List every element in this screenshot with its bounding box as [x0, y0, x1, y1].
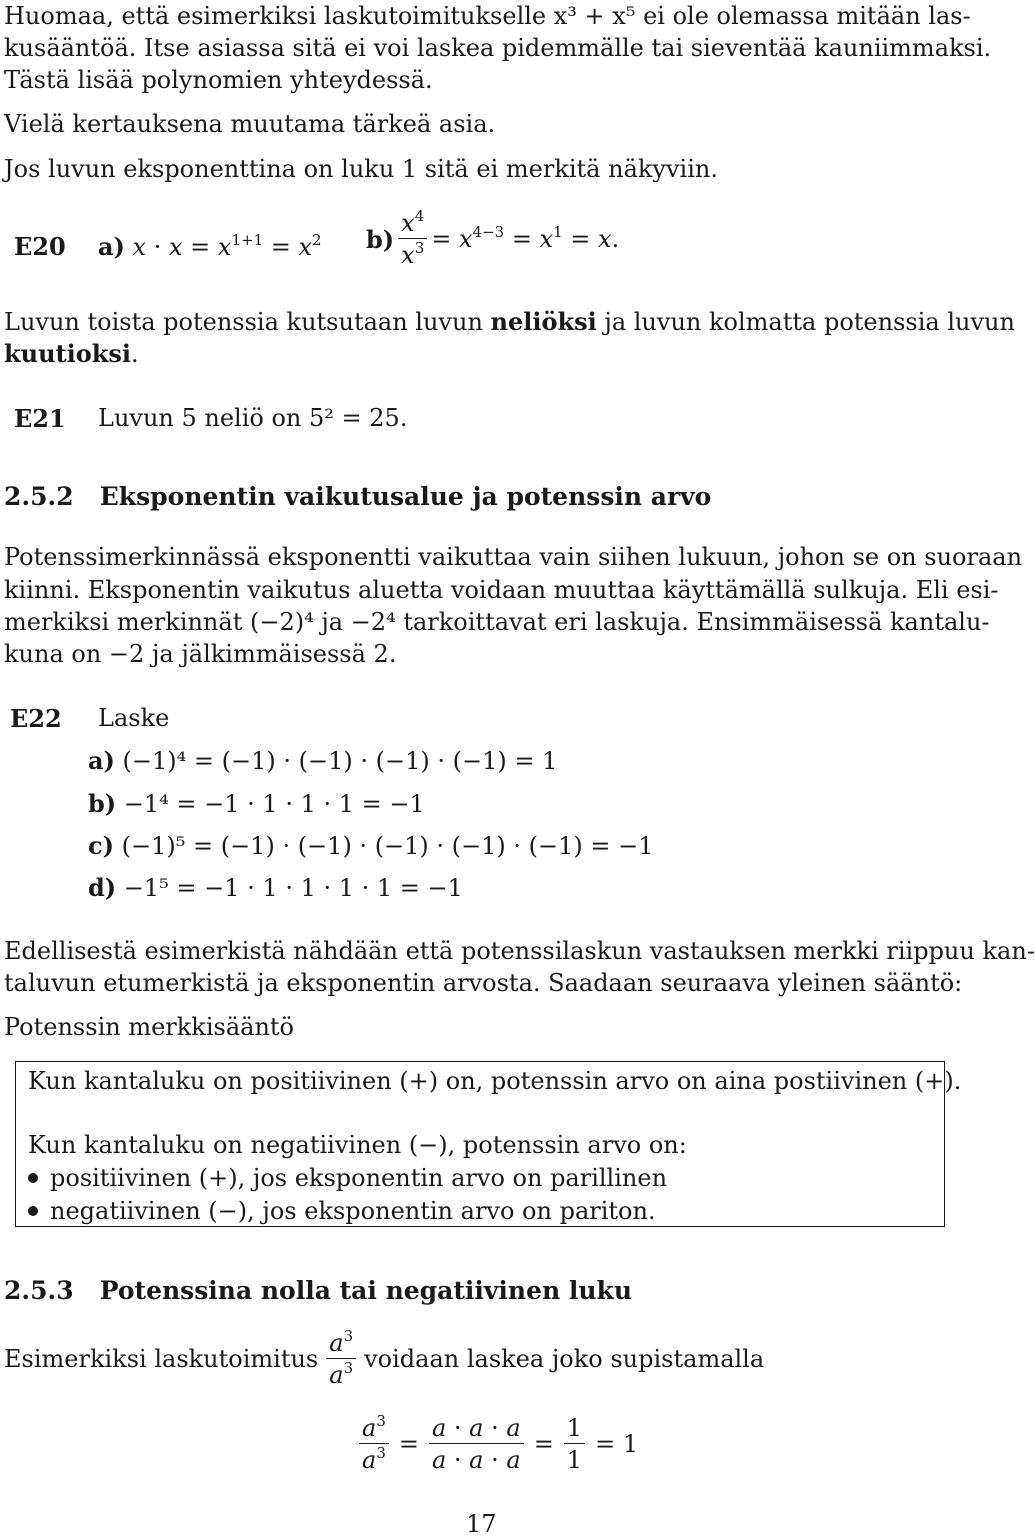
intro-line-4: Vielä kertauksena muutama tärkeä asia.: [4, 110, 496, 138]
section-253-heading: [4, 1276, 632, 1305]
rule-negative-intro: Kun kantaluku on negatiivinen (−), potenssin arvo on:: [28, 1131, 687, 1159]
para-252-line-2: kiinni. Eksponentin vaikutus aluetta voidaan muuttaa käyttämällä sulkuja. Eli esi-: [4, 576, 999, 604]
bullet-icon: [28, 1173, 38, 1183]
e20-label: E20: [14, 232, 66, 261]
e20-part-b-label: b): [366, 224, 395, 254]
para-253-before: Esimerkiksi laskutoimitus: [4, 1345, 319, 1374]
e20-part-b-expr: = $x^{4-3} = x^1 = x$.: [431, 223, 620, 254]
e20-part-b: [366, 207, 620, 270]
rule-title: Potenssin merkkisääntö: [4, 1013, 295, 1041]
section-252-number: 2.5.2: [4, 482, 74, 511]
para-252-line-3: merkiksi merkinnät (−2)⁴ ja −2⁴ tarkoittavat eri laskuja. Ensimmäisessä kantalu-: [4, 608, 990, 636]
para-253: [4, 1327, 765, 1390]
term-nelio: neliöksi: [490, 307, 597, 336]
conclusion-line-2: taluvun etumerkistä ja eksponentin arvosta. Saadaan seuraava yleinen sääntö:: [4, 969, 963, 997]
e20-fraction: $\frac{x^4}{x^3}$: [398, 210, 427, 269]
rule-bullet-2: negatiivinen (−), jos eksponentin arvo on pariton.: [28, 1197, 656, 1225]
bullet-icon: [28, 1206, 38, 1216]
para-253-fraction: $\frac{a^3}{a^3}$: [326, 1330, 356, 1389]
e22-item-d: d) −1⁵ = −1 · 1 · 1 · 1 · 1 = −1: [88, 873, 463, 902]
e20-part-a-expr: $x \cdot x = x^{1+1} = x^2$: [132, 231, 322, 261]
intro-line-3: Tästä lisää polynomien yhteydessä.: [4, 66, 433, 94]
term-kuutio: kuutioksi: [4, 339, 131, 368]
e22-label: E22: [10, 704, 62, 733]
rule-positive: Kun kantaluku on positiivinen (+) on, potenssin arvo on aina postiivinen (+).: [28, 1067, 962, 1095]
section-253-number: 2.5.3: [4, 1276, 74, 1305]
definition-line-1: Luvun toista potenssia kutsutaan luvun neliöksi ja luvun kolmatta potenssia luvun: [4, 307, 1015, 336]
conclusion-line-1: Edellisestä esimerkistä nähdään että potenssilaskun vastauksen merkki riippuu kan-: [4, 937, 1035, 965]
rule-bullet-1: positiivinen (+), jos eksponentin arvo on parillinen: [28, 1164, 667, 1192]
intro-line-5: Jos luvun eksponenttina on luku 1 sitä ei merkitä näkyviin.: [4, 155, 718, 183]
e22-item-c: c) (−1)⁵ = (−1) · (−1) · (−1) · (−1) · (−1) = −1: [88, 831, 654, 860]
e21-text: Luvun 5 neliö on 5² = 25.: [98, 404, 408, 432]
definition-line-2: kuutioksi.: [4, 339, 139, 368]
e21-label: E21: [14, 404, 66, 433]
section-252-title: Eksponentin vaikutusalue ja potenssin arvo: [99, 482, 712, 511]
e20-part-a: [98, 232, 322, 261]
intro-line-2: kusääntöä. Itse asiassa sitä ei voi laskea pidemmälle tai sieventää kauniimmaksi.: [4, 34, 992, 62]
page-number: 17: [466, 1510, 497, 1538]
intro-line-1: Huomaa, että esimerkiksi laskutoimitukselle x³ + x⁵ ei ole olemassa mitään las-: [4, 2, 971, 30]
para-252-line-4: kuna on −2 ja jälkimmäisessä 2.: [4, 640, 397, 668]
para-252-line-1: Potenssimerkinnässä eksponentti vaikuttaa vain siihen lukuun, johon se on suoraan: [4, 543, 1023, 571]
cancel-equation: $\frac{a^3}{a^3}$ = $\frac{a \cdot a \cdot a}{a \cdot a \cdot a}$ = $\frac{1}{1}$ = 1: [355, 1415, 644, 1474]
e22-intro: Laske: [98, 704, 170, 732]
e22-item-b: b) −1⁴ = −1 · 1 · 1 · 1 = −1: [88, 789, 425, 818]
section-253-title: Potenssina nolla tai negatiivinen luku: [99, 1276, 633, 1305]
para-253-after: voidaan laskea joko supistamalla: [364, 1345, 765, 1374]
e20-part-a-label: a): [98, 232, 125, 261]
section-252-heading: [4, 482, 711, 511]
e22-item-a: a) (−1)⁴ = (−1) · (−1) · (−1) · (−1) = 1: [88, 746, 558, 775]
